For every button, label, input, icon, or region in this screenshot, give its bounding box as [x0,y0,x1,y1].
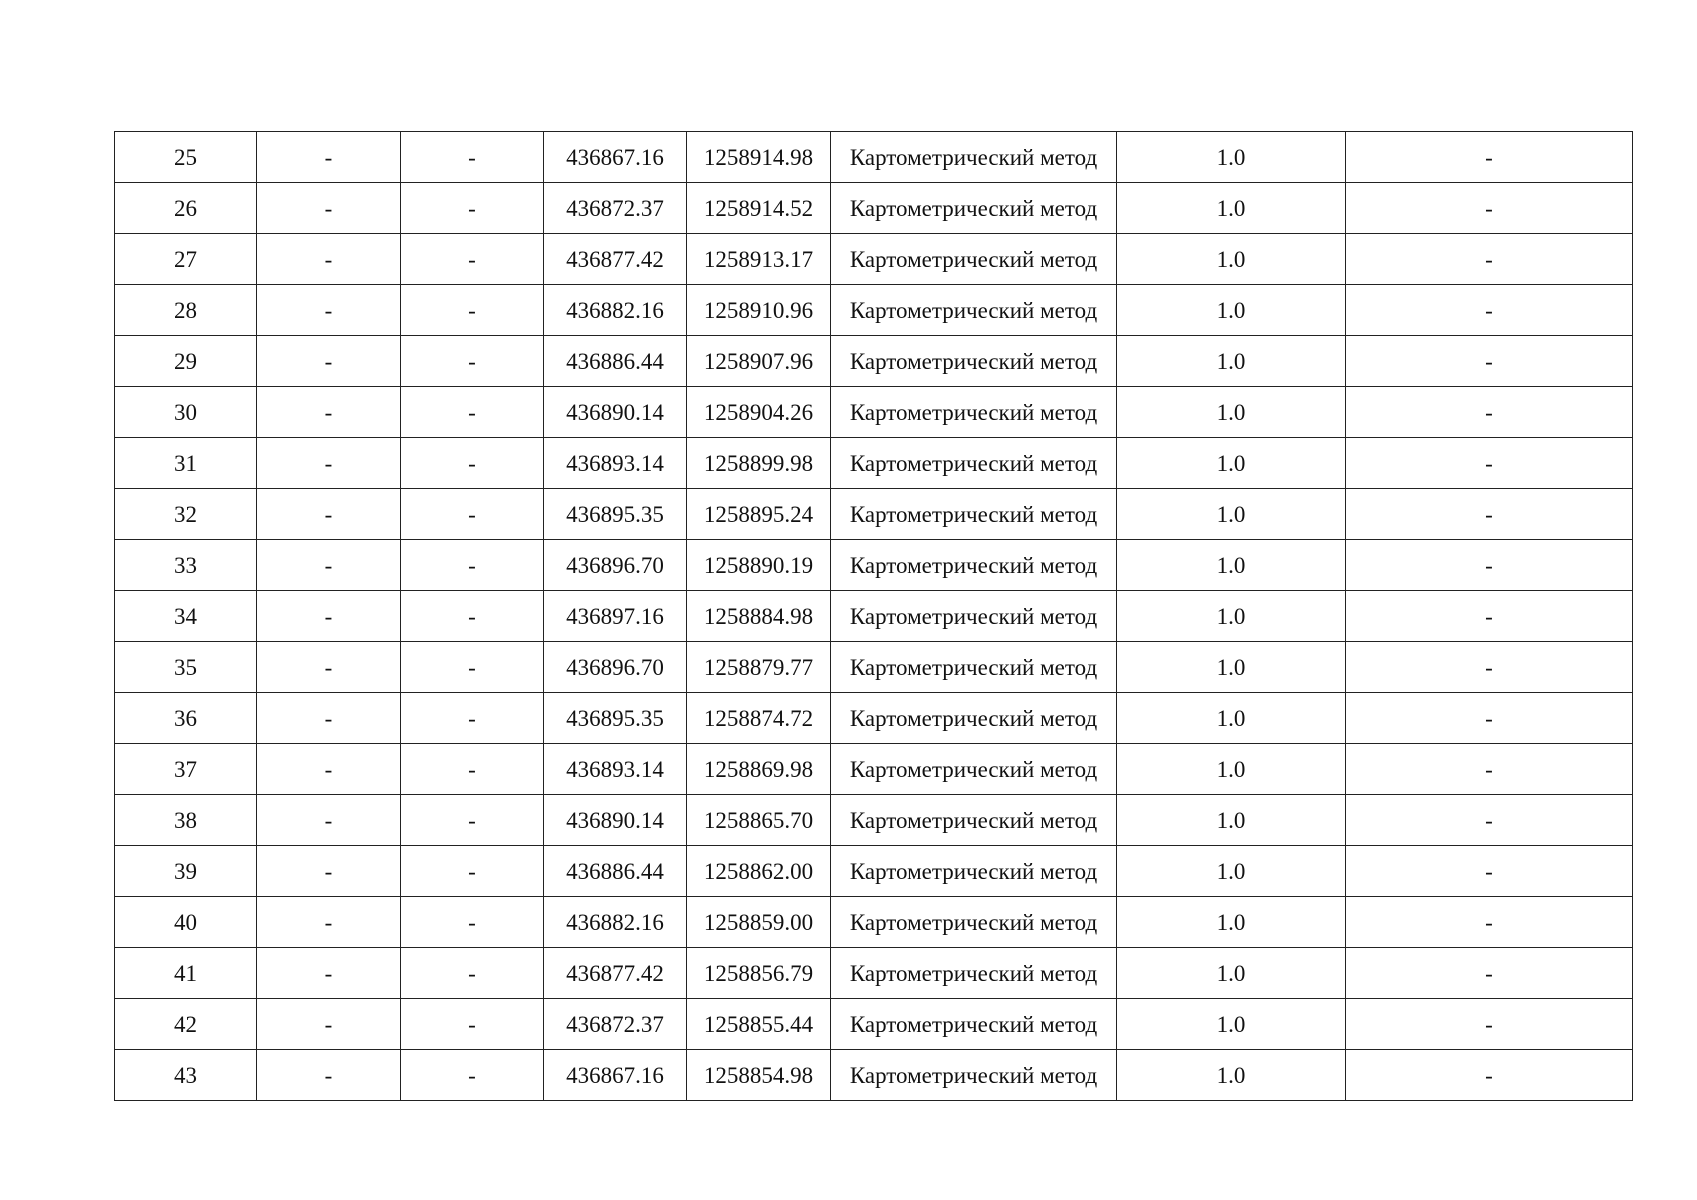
accuracy-cell: 1.0 [1117,693,1346,744]
y-coordinate-cell: 1258874.72 [687,693,831,744]
x-coordinate-cell: 436877.42 [544,948,687,999]
empty-value-cell: - [257,999,401,1050]
note-cell: - [1346,795,1633,846]
x-coordinate-cell: 436872.37 [544,183,687,234]
point-number-cell: 41 [115,948,257,999]
x-coordinate-cell: 436893.14 [544,744,687,795]
empty-value-cell: - [401,132,544,183]
accuracy-cell: 1.0 [1117,285,1346,336]
accuracy-cell: 1.0 [1117,591,1346,642]
accuracy-cell: 1.0 [1117,948,1346,999]
x-coordinate-cell: 436882.16 [544,285,687,336]
note-cell: - [1346,438,1633,489]
table-row [115,285,1633,336]
note-cell: - [1346,183,1633,234]
accuracy-cell: 1.0 [1117,999,1346,1050]
method-cell: Картометрический метод [831,336,1117,387]
accuracy-cell: 1.0 [1117,846,1346,897]
method-cell: Картометрический метод [831,744,1117,795]
empty-value-cell: - [401,489,544,540]
empty-value-cell: - [401,183,544,234]
note-cell: - [1346,132,1633,183]
empty-value-cell: - [401,897,544,948]
empty-value-cell: - [257,693,401,744]
empty-value-cell: - [257,846,401,897]
empty-value-cell: - [257,642,401,693]
empty-value-cell: - [401,336,544,387]
table-row [115,897,1633,948]
y-coordinate-cell: 1258859.00 [687,897,831,948]
empty-value-cell: - [401,438,544,489]
empty-value-cell: - [257,540,401,591]
note-cell: - [1346,744,1633,795]
point-number-cell: 42 [115,999,257,1050]
table-row [115,132,1633,183]
y-coordinate-cell: 1258904.26 [687,387,831,438]
method-cell: Картометрический метод [831,489,1117,540]
method-cell: Картометрический метод [831,285,1117,336]
accuracy-cell: 1.0 [1117,132,1346,183]
x-coordinate-cell: 436893.14 [544,438,687,489]
empty-value-cell: - [401,693,544,744]
y-coordinate-cell: 1258914.52 [687,183,831,234]
x-coordinate-cell: 436897.16 [544,591,687,642]
y-coordinate-cell: 1258862.00 [687,846,831,897]
y-coordinate-cell: 1258884.98 [687,591,831,642]
point-number-cell: 33 [115,540,257,591]
point-number-cell: 25 [115,132,257,183]
coordinates-table [114,131,1633,1101]
y-coordinate-cell: 1258910.96 [687,285,831,336]
note-cell: - [1346,642,1633,693]
point-number-cell: 37 [115,744,257,795]
empty-value-cell: - [257,438,401,489]
empty-value-cell: - [257,591,401,642]
point-number-cell: 36 [115,693,257,744]
empty-value-cell: - [257,387,401,438]
note-cell: - [1346,693,1633,744]
empty-value-cell: - [257,1050,401,1101]
x-coordinate-cell: 436886.44 [544,336,687,387]
point-number-cell: 39 [115,846,257,897]
x-coordinate-cell: 436896.70 [544,642,687,693]
point-number-cell: 30 [115,387,257,438]
y-coordinate-cell: 1258865.70 [687,795,831,846]
accuracy-cell: 1.0 [1117,438,1346,489]
empty-value-cell: - [257,285,401,336]
x-coordinate-cell: 436867.16 [544,1050,687,1101]
empty-value-cell: - [401,540,544,591]
method-cell: Картометрический метод [831,693,1117,744]
table-row [115,642,1633,693]
point-number-cell: 34 [115,591,257,642]
empty-value-cell: - [257,132,401,183]
note-cell: - [1346,234,1633,285]
empty-value-cell: - [401,1050,544,1101]
table-row [115,591,1633,642]
accuracy-cell: 1.0 [1117,1050,1346,1101]
x-coordinate-cell: 436890.14 [544,795,687,846]
table-row [115,999,1633,1050]
y-coordinate-cell: 1258879.77 [687,642,831,693]
table-row [115,744,1633,795]
point-number-cell: 26 [115,183,257,234]
note-cell: - [1346,897,1633,948]
empty-value-cell: - [401,234,544,285]
empty-value-cell: - [401,285,544,336]
x-coordinate-cell: 436896.70 [544,540,687,591]
point-number-cell: 31 [115,438,257,489]
note-cell: - [1346,1050,1633,1101]
y-coordinate-cell: 1258914.98 [687,132,831,183]
empty-value-cell: - [257,336,401,387]
accuracy-cell: 1.0 [1117,234,1346,285]
note-cell: - [1346,846,1633,897]
table-row [115,234,1633,285]
note-cell: - [1346,387,1633,438]
table-row [115,183,1633,234]
empty-value-cell: - [401,642,544,693]
accuracy-cell: 1.0 [1117,387,1346,438]
point-number-cell: 43 [115,1050,257,1101]
y-coordinate-cell: 1258856.79 [687,948,831,999]
point-number-cell: 40 [115,897,257,948]
method-cell: Картометрический метод [831,948,1117,999]
note-cell: - [1346,336,1633,387]
table-body [115,132,1633,1101]
table-row [115,1050,1633,1101]
accuracy-cell: 1.0 [1117,897,1346,948]
table-row [115,540,1633,591]
method-cell: Картометрический метод [831,795,1117,846]
table-row [115,489,1633,540]
table-row [115,693,1633,744]
accuracy-cell: 1.0 [1117,642,1346,693]
accuracy-cell: 1.0 [1117,489,1346,540]
note-cell: - [1346,489,1633,540]
accuracy-cell: 1.0 [1117,336,1346,387]
table-row [115,846,1633,897]
method-cell: Картометрический метод [831,183,1117,234]
empty-value-cell: - [257,795,401,846]
note-cell: - [1346,285,1633,336]
table-row [115,336,1633,387]
method-cell: Картометрический метод [831,999,1117,1050]
y-coordinate-cell: 1258890.19 [687,540,831,591]
y-coordinate-cell: 1258907.96 [687,336,831,387]
accuracy-cell: 1.0 [1117,795,1346,846]
table-row [115,438,1633,489]
x-coordinate-cell: 436890.14 [544,387,687,438]
y-coordinate-cell: 1258913.17 [687,234,831,285]
empty-value-cell: - [401,948,544,999]
empty-value-cell: - [257,897,401,948]
accuracy-cell: 1.0 [1117,540,1346,591]
x-coordinate-cell: 436877.42 [544,234,687,285]
x-coordinate-cell: 436867.16 [544,132,687,183]
y-coordinate-cell: 1258855.44 [687,999,831,1050]
empty-value-cell: - [401,999,544,1050]
point-number-cell: 32 [115,489,257,540]
accuracy-cell: 1.0 [1117,744,1346,795]
y-coordinate-cell: 1258869.98 [687,744,831,795]
note-cell: - [1346,591,1633,642]
method-cell: Картометрический метод [831,234,1117,285]
method-cell: Картометрический метод [831,846,1117,897]
note-cell: - [1346,948,1633,999]
empty-value-cell: - [401,846,544,897]
note-cell: - [1346,540,1633,591]
empty-value-cell: - [257,948,401,999]
table-row [115,795,1633,846]
y-coordinate-cell: 1258895.24 [687,489,831,540]
x-coordinate-cell: 436872.37 [544,999,687,1050]
method-cell: Картометрический метод [831,897,1117,948]
empty-value-cell: - [401,591,544,642]
table-row [115,948,1633,999]
point-number-cell: 29 [115,336,257,387]
point-number-cell: 35 [115,642,257,693]
point-number-cell: 38 [115,795,257,846]
empty-value-cell: - [401,387,544,438]
accuracy-cell: 1.0 [1117,183,1346,234]
x-coordinate-cell: 436895.35 [544,693,687,744]
point-number-cell: 28 [115,285,257,336]
method-cell: Картометрический метод [831,132,1117,183]
empty-value-cell: - [401,795,544,846]
method-cell: Картометрический метод [831,642,1117,693]
x-coordinate-cell: 436895.35 [544,489,687,540]
y-coordinate-cell: 1258899.98 [687,438,831,489]
table-row [115,387,1633,438]
x-coordinate-cell: 436882.16 [544,897,687,948]
empty-value-cell: - [257,744,401,795]
method-cell: Картометрический метод [831,387,1117,438]
y-coordinate-cell: 1258854.98 [687,1050,831,1101]
method-cell: Картометрический метод [831,591,1117,642]
method-cell: Картометрический метод [831,438,1117,489]
empty-value-cell: - [257,489,401,540]
point-number-cell: 27 [115,234,257,285]
method-cell: Картометрический метод [831,540,1117,591]
empty-value-cell: - [257,183,401,234]
method-cell: Картометрический метод [831,1050,1117,1101]
empty-value-cell: - [401,744,544,795]
empty-value-cell: - [257,234,401,285]
note-cell: - [1346,999,1633,1050]
x-coordinate-cell: 436886.44 [544,846,687,897]
